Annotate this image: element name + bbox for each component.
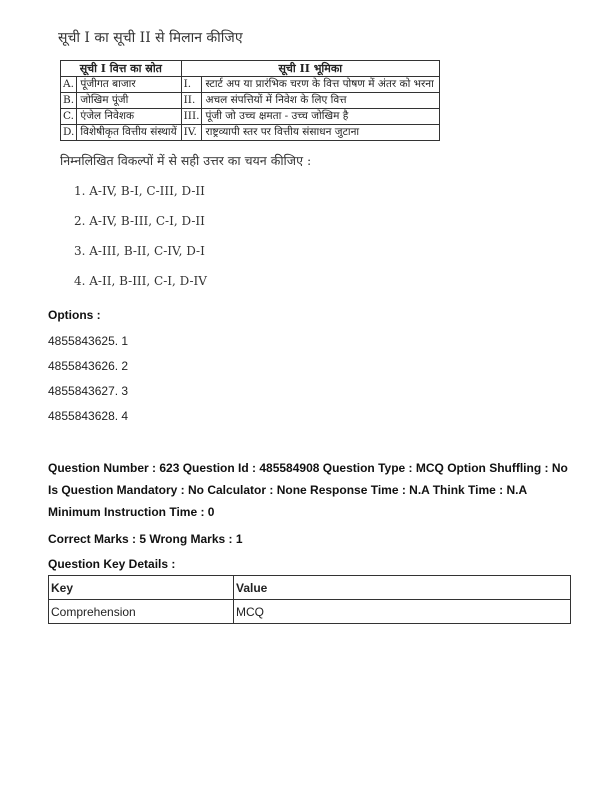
list2-key: I. [181,77,202,93]
option-id: 4855843625. 1 [48,334,129,348]
list2-key: III. [181,109,202,125]
list1-key: C. [61,109,77,125]
key-header: Key [49,576,234,600]
options-label: Options : [48,308,101,322]
list2-value: स्टार्ट अप या प्रारंभिक चरण के वित्त पोषण में अंतर को भरना [202,77,440,93]
match-table-header [61,61,440,77]
choice-2: 2. A-IV, B-III, C-I, D-II [74,214,205,228]
table-row [49,600,571,624]
list1-value: विशेषीकृत वित्तीय संस्थायें [77,125,181,141]
question-metadata: Question Number : 623 Question Id : 485584908 Question Type : MCQ Option Shuffling : No Is Question Mandatory : No Calculator : None Response Time : N.A Think Time : N.A Minimum Instruction Time : 0 [48,461,568,519]
list2-value: राष्ट्रव्यापी स्तर पर वित्तीय संसाधन जुटाना [202,125,440,141]
list2-key: II. [181,93,202,109]
key-details-table [48,575,571,624]
list1-value: एंजेल निवेशक [77,109,181,125]
list2-value: अचल संपत्तियों में निवेश के लिए वित्त [202,93,440,109]
table-row [61,93,440,109]
key-cell: Comprehension [49,600,234,624]
option-id: 4855843626. 2 [48,359,129,373]
list2-value: पूंजी जो उच्च क्षमता - उच्च जोखिम है [202,109,440,125]
question-instruction: निम्नलिखित विकल्पों में से सही उत्तर का चयन कीजिए : [60,153,312,168]
match-table [60,60,440,141]
table-row [49,576,571,600]
list2-header: सूची II भूमिका [181,61,439,77]
choice-3: 3. A-III, B-II, C-IV, D-I [74,244,205,258]
value-cell: MCQ [234,600,571,624]
list2-key: IV. [181,125,202,141]
list1-header: सूची I वित्त का स्रोत [61,61,182,77]
table-row [61,77,440,93]
list1-key: D. [61,125,77,141]
question-title: सूची I का सूची II से मिलान कीजिए [58,30,243,46]
list1-value: पूंजीगत बाजार [77,77,181,93]
choice-1: 1. A-IV, B-I, C-III, D-II [74,184,205,198]
option-id: 4855843627. 3 [48,384,129,398]
list1-key: B. [61,93,77,109]
table-row [61,125,440,141]
list1-key: A. [61,77,77,93]
choice-4: 4. A-II, B-III, C-I, D-IV [74,274,207,288]
marks-line: Correct Marks : 5 Wrong Marks : 1 [48,532,243,546]
table-row [61,109,440,125]
list1-value: जोखिम पूंजी [77,93,181,109]
option-id: 4855843628. 4 [48,409,129,423]
key-details-label: Question Key Details : [48,557,176,571]
value-header: Value [234,576,571,600]
